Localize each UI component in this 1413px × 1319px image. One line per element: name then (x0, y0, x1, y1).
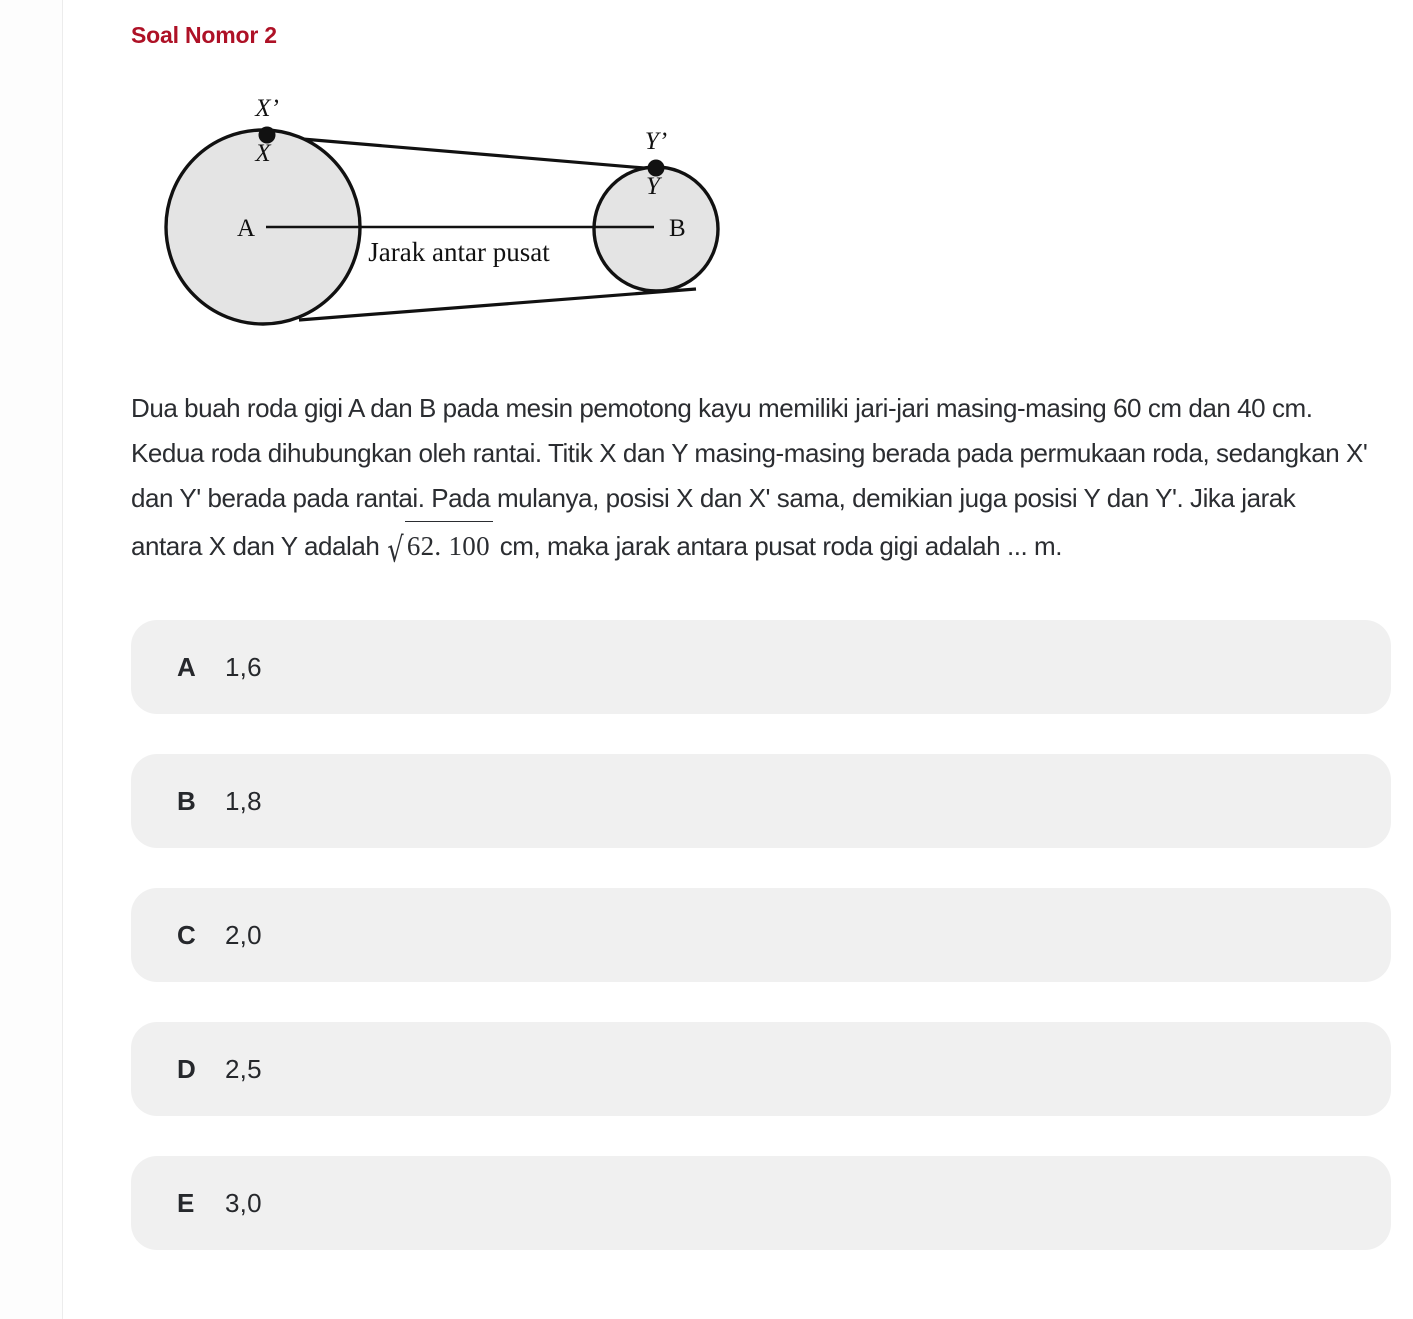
answer-option-e[interactable] (131, 1156, 1391, 1250)
answer-option-c[interactable] (131, 888, 1391, 982)
answer-option-e-value: 3,0 (225, 1187, 262, 1218)
sqrt-expression (386, 521, 493, 577)
sqrt-symbol-icon: √ (387, 529, 404, 571)
question-text-part1: Dua buah roda gigi A dan B pada mesin pemotong kayu memiliki jari-jari masing-masing 60 cm dan 40 cm. Kedua roda dihubungkan oleh rantai. Titik X dan Y masing-masing berada pada permukaan roda, sedangkan X' dan Y' berada pada rantai. Pada mulanya, posisi X dan X' sama, demikian juga posisi Y dan Y'. Jika jarak antara X dan Y adalah (131, 392, 1368, 561)
left-gutter (0, 0, 62, 1319)
sqrt-radicand: 62. 100 (405, 521, 493, 570)
answer-option-c-letter: C (177, 919, 196, 950)
answer-option-e-letter: E (177, 1187, 195, 1218)
pulley-belt-diagram (141, 94, 1391, 364)
label-center-b: B (669, 214, 686, 242)
answer-option-b[interactable] (131, 754, 1391, 848)
figure-caption-jarak-antar-pusat: Jarak antar pusat (368, 236, 550, 267)
answer-option-a[interactable] (131, 620, 1391, 714)
answer-option-c-value: 2,0 (225, 919, 262, 950)
answer-option-d-value: 2,5 (225, 1053, 262, 1084)
pulley-belt-svg (141, 94, 761, 354)
answer-option-d[interactable] (131, 1022, 1391, 1116)
answer-option-b-letter: B (177, 785, 196, 816)
question-text-part2: cm, maka jarak antara pusat roda gigi adalah ... m. (492, 530, 1063, 561)
answer-option-a-value: 1,6 (225, 651, 262, 682)
label-y-prime: Y’ (644, 127, 668, 155)
label-x: X (255, 139, 271, 167)
answer-option-d-letter: D (177, 1053, 196, 1084)
question-number-title: Soal Nomor 2 (131, 22, 277, 48)
label-center-a: A (236, 214, 256, 242)
question-page (63, 0, 1413, 1319)
label-x-prime: X’ (255, 94, 279, 122)
answer-option-b-value: 1,8 (225, 785, 262, 816)
belt-lower-line (299, 289, 696, 320)
answer-option-a-letter: A (177, 651, 196, 682)
question-text (131, 386, 1371, 577)
answer-options-list (63, 620, 1413, 1250)
question-content (63, 0, 1413, 576)
label-y: Y (646, 172, 660, 200)
